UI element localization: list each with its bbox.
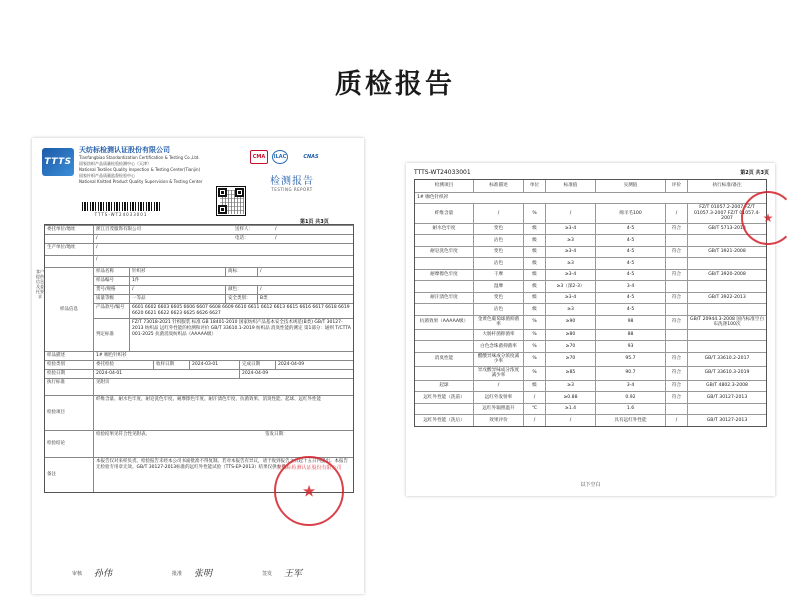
cell-desc: 远红外发射率 [473, 392, 523, 403]
cell-desc: 沾色 [473, 304, 523, 315]
table-row [45, 430, 353, 457]
cell-unit: 级 [523, 270, 545, 281]
cell-item [415, 367, 473, 380]
cell-item: 远红外性能（洗前） [423, 394, 465, 400]
cell-value: 1.6 [595, 404, 665, 415]
table-row [415, 380, 766, 392]
cell-item: 耐皂洗色牢度 [430, 249, 458, 254]
row-extra-label: 商标： [225, 268, 257, 276]
row-value: 见附页 [93, 379, 353, 395]
row-date: 2024-04-09 [239, 370, 353, 378]
row-value: / [129, 286, 225, 294]
table-row [45, 225, 353, 234]
cell-ref [687, 330, 766, 341]
table-row [415, 203, 766, 223]
cell-desc: / [473, 204, 523, 223]
row-label: 备注 [47, 472, 56, 477]
cell-ref: GB/T 3921-2008 [687, 247, 766, 258]
cell-item [415, 330, 473, 341]
report-results-page [406, 163, 775, 496]
cell-unit: / [523, 415, 545, 426]
row-label: 检验项目 [47, 410, 65, 415]
cell-item: 消臭性能 [434, 356, 454, 362]
cell-eval: 符合 [665, 270, 687, 281]
row-label: 质量等级 [93, 295, 129, 303]
cell-std: ≥90 [545, 316, 595, 329]
table-row [45, 234, 353, 243]
cell-unit: 级 [523, 381, 545, 392]
row-label: 检验结论 [47, 441, 65, 446]
table-row [93, 285, 353, 294]
column-header: 实测值 [595, 180, 665, 192]
row-extra-label: 完成日期 [239, 361, 275, 369]
cell-unit: 级 [523, 247, 545, 258]
report-heading [262, 172, 322, 192]
table-row [415, 303, 766, 315]
row-value: 1件 [129, 277, 353, 285]
cma-logo-icon: CMA [250, 150, 268, 164]
org-logo-block [42, 146, 212, 182]
cell-eval: 符合 [665, 392, 687, 403]
cell-std: ≥70 [545, 341, 595, 352]
row-label [45, 235, 93, 243]
row-label: 判定标准 [93, 319, 129, 351]
cell-eval [665, 304, 687, 315]
row-extra-label: 签发日期： [265, 432, 288, 437]
cell-eval: 符合 [665, 247, 687, 258]
table-row [415, 391, 766, 403]
cell-unit: % [523, 316, 545, 329]
cell-eval [665, 404, 687, 415]
table-row [415, 257, 766, 269]
cell-std: ≥3 [545, 235, 595, 246]
cell-desc: 干摩 [473, 270, 523, 281]
org-sub-line: National Knitted Product Quality Supervision & Testing Center [79, 179, 203, 184]
cell-ref [687, 404, 766, 415]
org-sub-line: National Textiles Quality Inspection & Testing Center(Tianjin) [79, 167, 201, 172]
row-label: 检验日期 [47, 371, 65, 376]
cell-value: 4-5 [595, 293, 665, 304]
row-value: / [93, 256, 353, 267]
table-row [415, 234, 766, 246]
table-row [45, 395, 353, 430]
table-row [415, 280, 766, 292]
cell-desc: 变色 [473, 247, 523, 258]
cell-unit: 级 [523, 235, 545, 246]
column-header: 检测项目 [434, 183, 454, 188]
qr-code-icon [216, 186, 246, 216]
cell-std: / [545, 415, 595, 426]
cell-std: ≥3 [545, 258, 595, 269]
cell-unit: / [523, 392, 545, 403]
cell-eval [665, 281, 687, 292]
row-value: 1# 咖色针织衫 [93, 352, 353, 360]
cell-value: 93 [595, 341, 665, 352]
cell-desc: 湿摩 [473, 281, 523, 292]
cell-ref [687, 258, 766, 269]
cell-item: 耐摩擦色牢度 [430, 272, 458, 277]
cell-std: ≥70 [545, 353, 595, 366]
cell-std: ≥3-4 [545, 270, 595, 281]
cell-std: ≥85 [545, 367, 595, 380]
official-stamp-icon: 天纺标检测认证股份有限公司 ★ [274, 456, 344, 526]
row-value: 本报告仅对来样负责。检验报告未经本公司书面批准不得复制。若对本报告有异议，请于收到报告之日起十五日内提出。本报告无检验专用章无效。GB/T 30127-2013标准的远红外性能试验（TTS-EP-2013）结果仅供参考。 [93, 458, 353, 492]
cell-std: ≥3 [545, 304, 595, 315]
cell-unit: 级 [523, 258, 545, 269]
signature: 王军 [284, 569, 303, 579]
cell-eval: 符合 [665, 293, 687, 304]
cell-item: 起球 [439, 383, 449, 388]
org-sub-line: 国家针织产品质量监督检验中心 [79, 173, 135, 178]
row-extra-value: / [275, 236, 277, 241]
cell-eval [665, 258, 687, 269]
signature-label: 批准 [172, 571, 183, 577]
cell-unit: % [523, 353, 545, 366]
row-label: 产品款号/编号 [93, 304, 129, 318]
row-extra-label: 收样日期 [153, 361, 189, 369]
cell-desc: 沾色 [473, 258, 523, 269]
sample-info-block [45, 267, 353, 351]
table-row [93, 294, 353, 303]
cert-logos [250, 150, 332, 166]
row-extra-label: 电话： [235, 236, 249, 241]
cell-ref: GB/T 33610.3-2019 [687, 367, 766, 380]
cell-item [415, 404, 473, 415]
row-label: 生产单位/地址 [47, 245, 76, 250]
table-row [415, 352, 766, 366]
cell-std: ≥3（深2-3） [545, 281, 595, 292]
cnas-logo-icon: CNAS [303, 154, 319, 160]
table-row [415, 223, 766, 235]
sample-info-label: 样品信息 [60, 306, 78, 312]
cell-eval [665, 341, 687, 352]
page-number: 第2页 共3页 [740, 170, 769, 176]
cell-value: 4-5 [595, 304, 665, 315]
row-label: 样品编号 [93, 277, 129, 285]
row-extra-value: / [275, 227, 277, 232]
table-header-row [415, 180, 766, 192]
cell-item: 耐水色牢度 [432, 226, 456, 231]
cell-unit: 级 [523, 224, 545, 235]
sample-row [415, 192, 766, 204]
cell-std: ≥1.4 [545, 404, 595, 415]
row-label: 执行标准 [47, 380, 65, 385]
cell-value: 4-5 [595, 224, 665, 235]
table-row [415, 366, 766, 380]
row-extra-value: / [257, 268, 353, 276]
cell-desc: / [473, 381, 523, 392]
cell-unit: ℃ [523, 404, 545, 415]
results-table [414, 179, 767, 427]
row-extra-label: 颜色： [225, 286, 257, 294]
cell-item [415, 281, 473, 292]
column-header: 执行标准/备注 [687, 180, 766, 192]
org-sub-line: 国家纺织产品质量检验检测中心（天津） [79, 161, 151, 166]
cell-value: 4-5 [595, 258, 665, 269]
table-row [415, 414, 766, 426]
page-title: 质检报告 [335, 69, 455, 100]
cell-value: 95.7 [595, 353, 665, 366]
tts-logo-icon: TTTS [42, 148, 74, 176]
cell-value: 3-4 [595, 381, 665, 392]
cell-desc: 变色 [473, 224, 523, 235]
row-extra-label: 安全类别： [225, 295, 257, 303]
cell-unit: % [523, 204, 545, 223]
cell-unit: 级 [523, 293, 545, 304]
cell-ref: FZ/T 01057.2-2007 FZ/T 01057.3-2007 FZ/T 01057.4-2007 [687, 204, 766, 223]
cell-desc: 白色念珠菌抑菌率 [473, 341, 523, 352]
row-label: 委托单位/地址 [47, 227, 76, 232]
cell-desc: 变色 [473, 293, 523, 304]
row-label: 样品描述 [47, 353, 65, 358]
ilac-logo-icon: ILAC [272, 150, 288, 164]
cell-ref [687, 281, 766, 292]
cell-eval: 符合 [665, 367, 687, 380]
cell-value: 4-5 [595, 247, 665, 258]
row-label [45, 256, 93, 267]
side-label: 客户提供信息及委托要求 [36, 269, 44, 299]
cell-ref: GB/T 20944.3-2008 国内标准空白布洗涤100次 [687, 316, 766, 329]
column-header: 标准值 [545, 180, 595, 192]
report-title-zh: 检测报告 [270, 176, 314, 187]
cell-ref: GB/T 3920-2008 [687, 270, 766, 281]
cell-ref: GB/T 4802.3-2008 [687, 381, 766, 392]
cell-eval: 符合 [665, 353, 687, 366]
table-row [93, 303, 353, 318]
barcode-number: TTTS-WT24033001 [94, 212, 148, 217]
row-value: 一等品 [129, 295, 225, 303]
page-number: 第1页 共3页 [300, 219, 329, 225]
cell-eval: 符合 [665, 381, 687, 392]
cell-ref [687, 304, 766, 315]
column-header: 评价 [665, 180, 687, 192]
report-number: TTTS-WT24033001 [414, 169, 471, 176]
row-value: / [93, 235, 233, 243]
org-name-block [79, 146, 214, 185]
cell-ref: GB/T 30127-2013 [687, 392, 766, 403]
sample-name: 1# 咖色针织衫 [417, 195, 449, 200]
cell-desc: 金黄色葡萄球菌抑菌率 [473, 316, 523, 329]
cell-item: 纤维含量 [434, 210, 454, 216]
cell-item: 耐汗渍色牢度 [430, 295, 458, 300]
cell-ref: GB/T 30127-2013 [687, 415, 766, 426]
table-row [415, 246, 766, 258]
table-row [415, 340, 766, 352]
barcode-icon [82, 202, 160, 211]
report-title-en: TESTING REPORT [271, 187, 313, 192]
column-header: 单位 [523, 180, 545, 192]
cell-ref [687, 341, 766, 352]
cell-value: 3-4 [595, 281, 665, 292]
cell-desc: 效果评价 [473, 415, 523, 426]
table-row [45, 243, 353, 255]
row-value: 检验结果见符合性见附表。 [93, 431, 263, 457]
row-label: 样品名称 [93, 268, 129, 276]
cell-desc: 大肠杆菌抑菌率 [473, 330, 523, 341]
row-value: 2024-04-01 [93, 370, 239, 378]
row-value: / [93, 244, 353, 255]
row-extra-label: 送样人： [235, 227, 253, 232]
cell-std: ≥0.88 [545, 392, 595, 403]
cell-item: 抗菌效果（AAAAA级） [419, 319, 469, 325]
row-value: 6601 6602 6603 6605 6606 6607 6608 6609 6610 6611 6612 6613 6615 6616 6617 6618 6619 6620 6621 6622 6623 6625 6626 6627 [129, 304, 353, 318]
row-value: 纤维含量、耐水色牢度、耐皂洗色牢度、耐摩擦色牢度、耐汗渍色牢度、抗菌效果、消臭性能、起球、远红外性能 [93, 396, 353, 430]
report-cover-page [32, 138, 364, 594]
row-date: 2024-03-01 [189, 361, 239, 369]
cell-desc: 异戊酸异味成分浓度减少率 [473, 367, 523, 380]
signature: 孙伟 [94, 569, 113, 579]
cell-eval [665, 235, 687, 246]
signature-label: 签发 [262, 571, 273, 577]
report-info-table [36, 224, 354, 493]
table-row [45, 351, 353, 360]
row-value: FZ/T 73018-2021 针织服装 标准 GB 18401-2010 国家纺织产品基本安全技术规范(B类) GB/T 30127-2013 纺织品 远红外性能的检测和评价 GB/T 33610.1-2019 纺织品 消臭性能的测定 第1部分：通则 T/CTTA 001-2025 抗菌消臭纺织品（AAAAA级） [129, 319, 353, 351]
cell-item [415, 258, 473, 269]
table-row [45, 255, 353, 267]
table-row [415, 329, 766, 341]
table-row [415, 403, 766, 415]
cell-ref: GB/T 3922-2013 [687, 293, 766, 304]
row-value: 针织衫 [129, 268, 225, 276]
cell-eval: 符合 [665, 224, 687, 235]
cell-item: 远红外性能（洗后） [423, 417, 465, 423]
cell-ref: GB/T 33610.2-2017 [687, 353, 766, 366]
cell-std: ≥3-4 [545, 224, 595, 235]
table-row [93, 276, 353, 285]
org-name: 天纺标检测认证股份有限公司 [79, 146, 170, 154]
cell-unit: % [523, 330, 545, 341]
cell-eval [665, 330, 687, 341]
cell-value: 90.7 [595, 367, 665, 380]
cell-value: 98 [595, 316, 665, 329]
row-value: 委托检验 [93, 361, 153, 369]
cell-item [415, 235, 473, 246]
column-header: 标准描述 [473, 180, 523, 192]
cell-std: / [545, 204, 595, 223]
cell-ref: GB/T 5713-2013 [687, 224, 766, 235]
cell-unit: 级 [523, 304, 545, 315]
row-label: 货号/规格 [93, 286, 129, 294]
cell-value: 具有远红外性能 [595, 415, 665, 426]
cell-eval: / [665, 204, 687, 223]
end-note: 以下空白 [580, 482, 601, 488]
table-row [45, 360, 353, 369]
cell-unit: 级 [523, 281, 545, 292]
cell-eval: 符合 [665, 316, 687, 329]
table-row [45, 369, 353, 378]
cell-std: ≥80 [545, 330, 595, 341]
row-extra-value: B类 [257, 295, 353, 303]
cell-value: 0.92 [595, 392, 665, 403]
table-row [93, 268, 353, 276]
cell-unit: % [523, 341, 545, 352]
cell-unit: % [523, 367, 545, 380]
row-label: 检验类别 [47, 362, 65, 367]
signature: 张明 [194, 569, 213, 579]
row-date: 2024-04-09 [275, 361, 353, 369]
official-stamp-icon: ★ [741, 191, 790, 245]
table-row [45, 378, 353, 395]
table-row [415, 292, 766, 304]
signature-label: 审核 [72, 571, 83, 577]
table-row [415, 315, 766, 329]
cell-value: 88 [595, 330, 665, 341]
cell-std: ≥3-4 [545, 293, 595, 304]
signatures-row [72, 562, 332, 588]
cell-std: ≥3 [545, 381, 595, 392]
org-sub-line: Tianfangbiao Standardization Certification & Testing Co.,Ltd. [79, 155, 200, 160]
cell-value: 4-5 [595, 235, 665, 246]
table-row [415, 269, 766, 281]
cell-value: 绵羊毛100 [595, 204, 665, 223]
cell-eval: / [665, 415, 687, 426]
cell-desc: 远红外辐照温升 [473, 404, 523, 415]
table-row [93, 318, 353, 351]
cell-desc: 沾色 [473, 235, 523, 246]
cell-item [415, 304, 473, 315]
row-value: 浙江百茂服饰有限公司 [93, 226, 233, 234]
cell-desc: 醋酸异味成分浓度减少率 [473, 353, 523, 366]
cell-value: 4-5 [595, 270, 665, 281]
cell-item [415, 341, 473, 352]
cell-std: ≥3-4 [545, 247, 595, 258]
row-extra-value: / [257, 286, 353, 294]
